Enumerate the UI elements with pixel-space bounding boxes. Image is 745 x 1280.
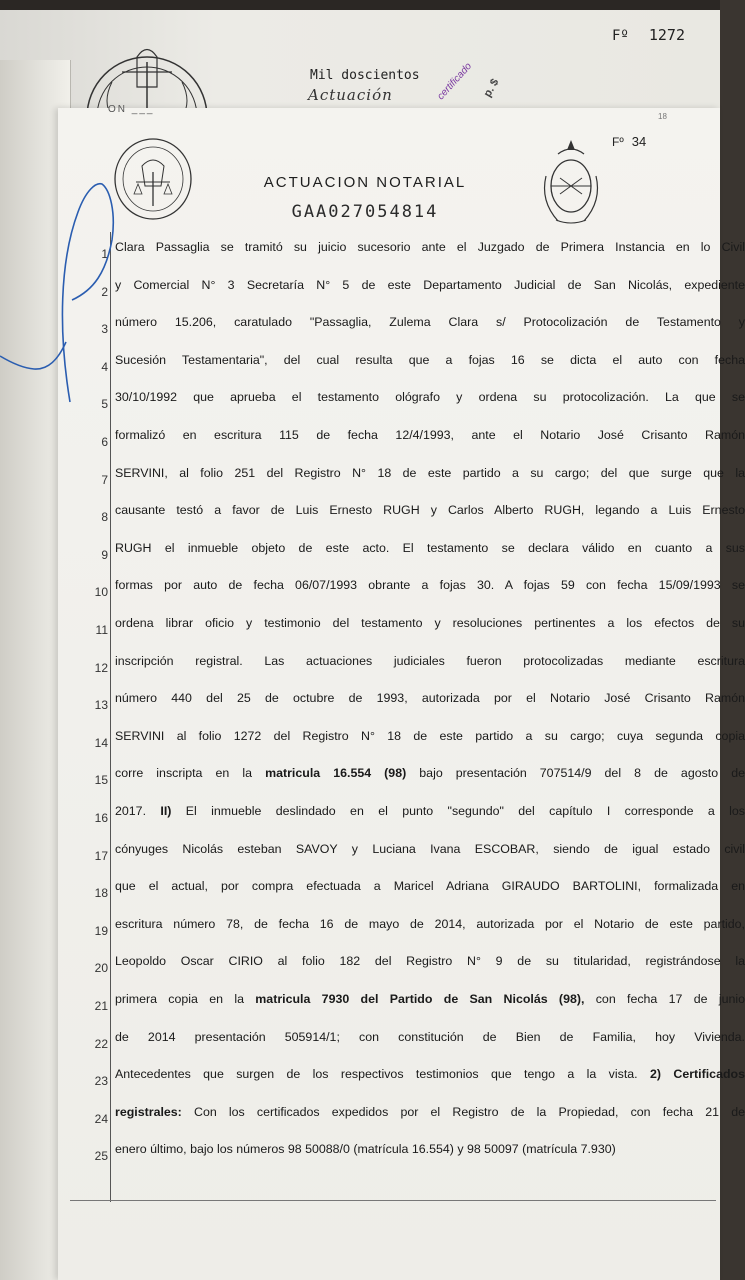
line-text <box>115 278 745 292</box>
line-number: 6 <box>101 435 108 449</box>
line-number: 22 <box>94 1036 108 1051</box>
text-run: ordena librar oficio y testimonio del testamento y resoluciones pertinentes a los efectos de su <box>115 616 745 630</box>
text-run: RUGH el inmueble objeto de este acto. El testamento se declara válido en cuanto a sus <box>115 540 745 555</box>
line-text <box>115 1142 745 1156</box>
folio-label: Fº <box>612 28 629 44</box>
stamp-fragment: p. $ <box>481 76 502 100</box>
line-number: 13 <box>94 698 108 713</box>
document-line <box>60 465 745 496</box>
text-run: que el actual, por compra efectuada a Maricel Adriana GIRAUDO BARTOLINI, formalizada en <box>115 879 745 894</box>
text-run: enero último, bajo los números 98 50088/0 (matrícula 16.554) y 98 50097 (matrícula 7.930) <box>115 1142 616 1157</box>
document-line <box>60 390 745 420</box>
line-text <box>115 503 745 517</box>
document-line <box>60 428 745 458</box>
line-text <box>115 1067 745 1081</box>
line-text <box>115 541 745 555</box>
notary-college-seal-icon <box>112 136 194 222</box>
line-text <box>115 954 745 968</box>
text-run: número 440 del 25 de octubre de 1993, autorizada por el Notario José Crisanto Ramón <box>115 691 745 706</box>
line-number: 18 <box>94 886 108 901</box>
line-number: 8 <box>101 510 108 525</box>
document-line <box>60 315 745 345</box>
text-run: SERVINI, al folio 251 del Registro N° 18 de este partido a su cargo; del que surge que la <box>115 465 745 480</box>
text-frame-bottom-rule <box>70 1200 716 1201</box>
line-text <box>115 240 745 254</box>
bold-text-run: matricula 16.554 (98) <box>265 766 407 781</box>
text-run: 30/10/1992 que aprueba el testamento ológrafo y ordena su protocolización. La que se <box>115 390 745 405</box>
line-text <box>115 616 745 630</box>
line-number: 20 <box>94 961 108 976</box>
document-line <box>60 841 745 872</box>
line-text <box>115 654 745 668</box>
text-run: con fecha 17 de junio <box>584 992 745 1006</box>
text-run: El inmueble deslindado en el punto "segundo" del capítulo I corresponde a los <box>171 804 745 818</box>
text-run: Leopoldo Oscar CIRIO al folio 182 del Registro N° 9 de su titularidad, registrándose la <box>115 954 745 969</box>
line-number: 17 <box>94 848 108 863</box>
document-line <box>60 240 745 270</box>
text-run: Con los certificados expedidos por el Registro de la Propiedad, con fecha 21 de <box>181 1104 745 1119</box>
document-code: GAA027054814 <box>291 202 439 222</box>
document-line <box>60 1142 700 1172</box>
text-run: Clara Passaglia se tramitó su juicio sucesorio ante el Juzgado de Primera Instancia en lo Civil <box>115 240 745 254</box>
text-run: bajo presentación 707514/9 del 8 de agosto de <box>406 766 745 781</box>
line-number: 12 <box>94 660 108 675</box>
line-number: 15 <box>94 773 108 788</box>
folio-number: 1272 <box>648 26 685 44</box>
document-line <box>60 992 745 1022</box>
text-run: inscripción registral. Las actuaciones judiciales fueron protocolizadas mediante escritura <box>115 653 745 668</box>
text-run: Antecedentes que surgen de los respectivos testimonios que tengo a la vista. <box>115 1067 650 1082</box>
line-number: 2 <box>101 284 108 299</box>
document-line <box>60 616 745 646</box>
document-line <box>60 653 745 684</box>
line-text <box>115 1105 745 1119</box>
line-text <box>115 729 745 743</box>
bold-text-run: matricula 7930 del Partido de San Nicolás (98), <box>255 992 585 1006</box>
line-number: 10 <box>94 585 108 600</box>
document-line <box>60 766 745 796</box>
certified-stamp: certificado <box>435 60 475 103</box>
document-line <box>60 879 745 909</box>
line-text <box>115 353 745 367</box>
page-top-mark: ON ___ <box>108 104 155 115</box>
line-number: 3 <box>101 322 108 337</box>
document-title: ACTUACION NOTARIAL <box>263 174 467 191</box>
text-run: de 2014 presentación 505914/1; con constitución de Bien de Familia, hoy Vivienda. <box>115 1029 745 1044</box>
text-run: causante testó a favor de Luis Ernesto RUGH y Carlos Alberto RUGH, legando a Luis Ernesto <box>115 503 745 518</box>
folio-label: Fº <box>612 135 624 149</box>
document-line <box>60 804 745 834</box>
document-line <box>60 277 745 308</box>
line-number: 23 <box>94 1074 108 1089</box>
text-run: número 15.206, caratulado "Passaglia, Zulema Clara s/ Protocolización de Testamento y <box>115 315 745 330</box>
line-number: 16 <box>94 811 108 825</box>
document-line <box>60 954 745 984</box>
document-line <box>60 916 745 947</box>
line-number: 11 <box>95 623 108 637</box>
line-number: 19 <box>94 923 108 938</box>
line-text <box>115 766 745 780</box>
line-number: 5 <box>101 397 108 412</box>
bold-text-run: registrales: <box>115 1104 182 1119</box>
line-text <box>115 691 745 705</box>
line-text <box>115 428 745 442</box>
provincial-coat-of-arms-icon <box>538 136 604 228</box>
line-number: 24 <box>94 1111 108 1126</box>
document-line <box>60 352 745 383</box>
line-text <box>115 466 745 480</box>
text-run: escritura número 78, de fecha 16 de mayo de 2014, autorizada por el Notario de este partido, <box>115 916 745 931</box>
line-text <box>115 315 745 329</box>
text-run: Sucesión Testamentaria", del cual resulta que a fojas 16 se dicta el auto con fecha <box>115 352 745 367</box>
document-line <box>60 578 745 608</box>
line-text <box>115 578 745 592</box>
document-line <box>60 691 745 721</box>
document-line <box>60 540 745 571</box>
line-text <box>115 390 745 404</box>
document-line <box>60 728 745 759</box>
line-number: 25 <box>94 1149 108 1164</box>
line-number: 21 <box>94 999 108 1013</box>
text-run: SERVINI al folio 1272 del Registro N° 18 de este partido a su cargo; cuya segunda copia <box>115 728 745 743</box>
line-number: 9 <box>101 547 108 562</box>
document-line <box>60 503 745 533</box>
underlying-text-line2: Actuación <box>308 86 393 104</box>
folio-number: 34 <box>631 134 647 149</box>
line-text <box>115 842 745 856</box>
line-number: 4 <box>101 359 108 374</box>
line-text <box>115 1030 745 1044</box>
text-run: cónyuges Nicolás esteban SAVOY y Luciana Ivana ESCOBAR, siendo de igual estado civil <box>115 841 745 856</box>
line-number: 14 <box>94 735 108 750</box>
bold-text-run: 2) Certificados <box>649 1067 745 1082</box>
document-line <box>60 1067 745 1097</box>
page-corner-mark: 18 <box>658 112 667 121</box>
line-text <box>115 879 745 893</box>
line-text <box>115 804 745 818</box>
text-run: primera copia en la <box>115 992 256 1006</box>
bold-text-run: II) <box>160 804 172 818</box>
line-text <box>115 992 745 1006</box>
text-run: formalizó en escritura 115 de fecha 12/4/1993, ante el Notario José Crisanto Ramón <box>115 428 745 442</box>
underlying-folio <box>612 26 685 44</box>
line-number: 7 <box>101 472 108 487</box>
line-text <box>115 917 745 931</box>
underlying-text-line1: Mil doscientos <box>310 68 420 83</box>
text-run: formas por auto de fecha 06/07/1993 obrante a fojas 30. A fojas 59 con fecha 15/09/1993 se <box>115 578 745 593</box>
text-run: 2017. <box>115 804 161 818</box>
document-line <box>60 1104 745 1135</box>
text-run: corre inscripta en la <box>115 766 266 781</box>
page-folio <box>612 134 646 149</box>
document-line <box>60 1029 745 1060</box>
text-run: y Comercial N° 3 Secretaría N° 5 de este Departamento Judicial de San Nicolás, expediente <box>115 277 745 292</box>
line-number: 1 <box>101 247 108 261</box>
